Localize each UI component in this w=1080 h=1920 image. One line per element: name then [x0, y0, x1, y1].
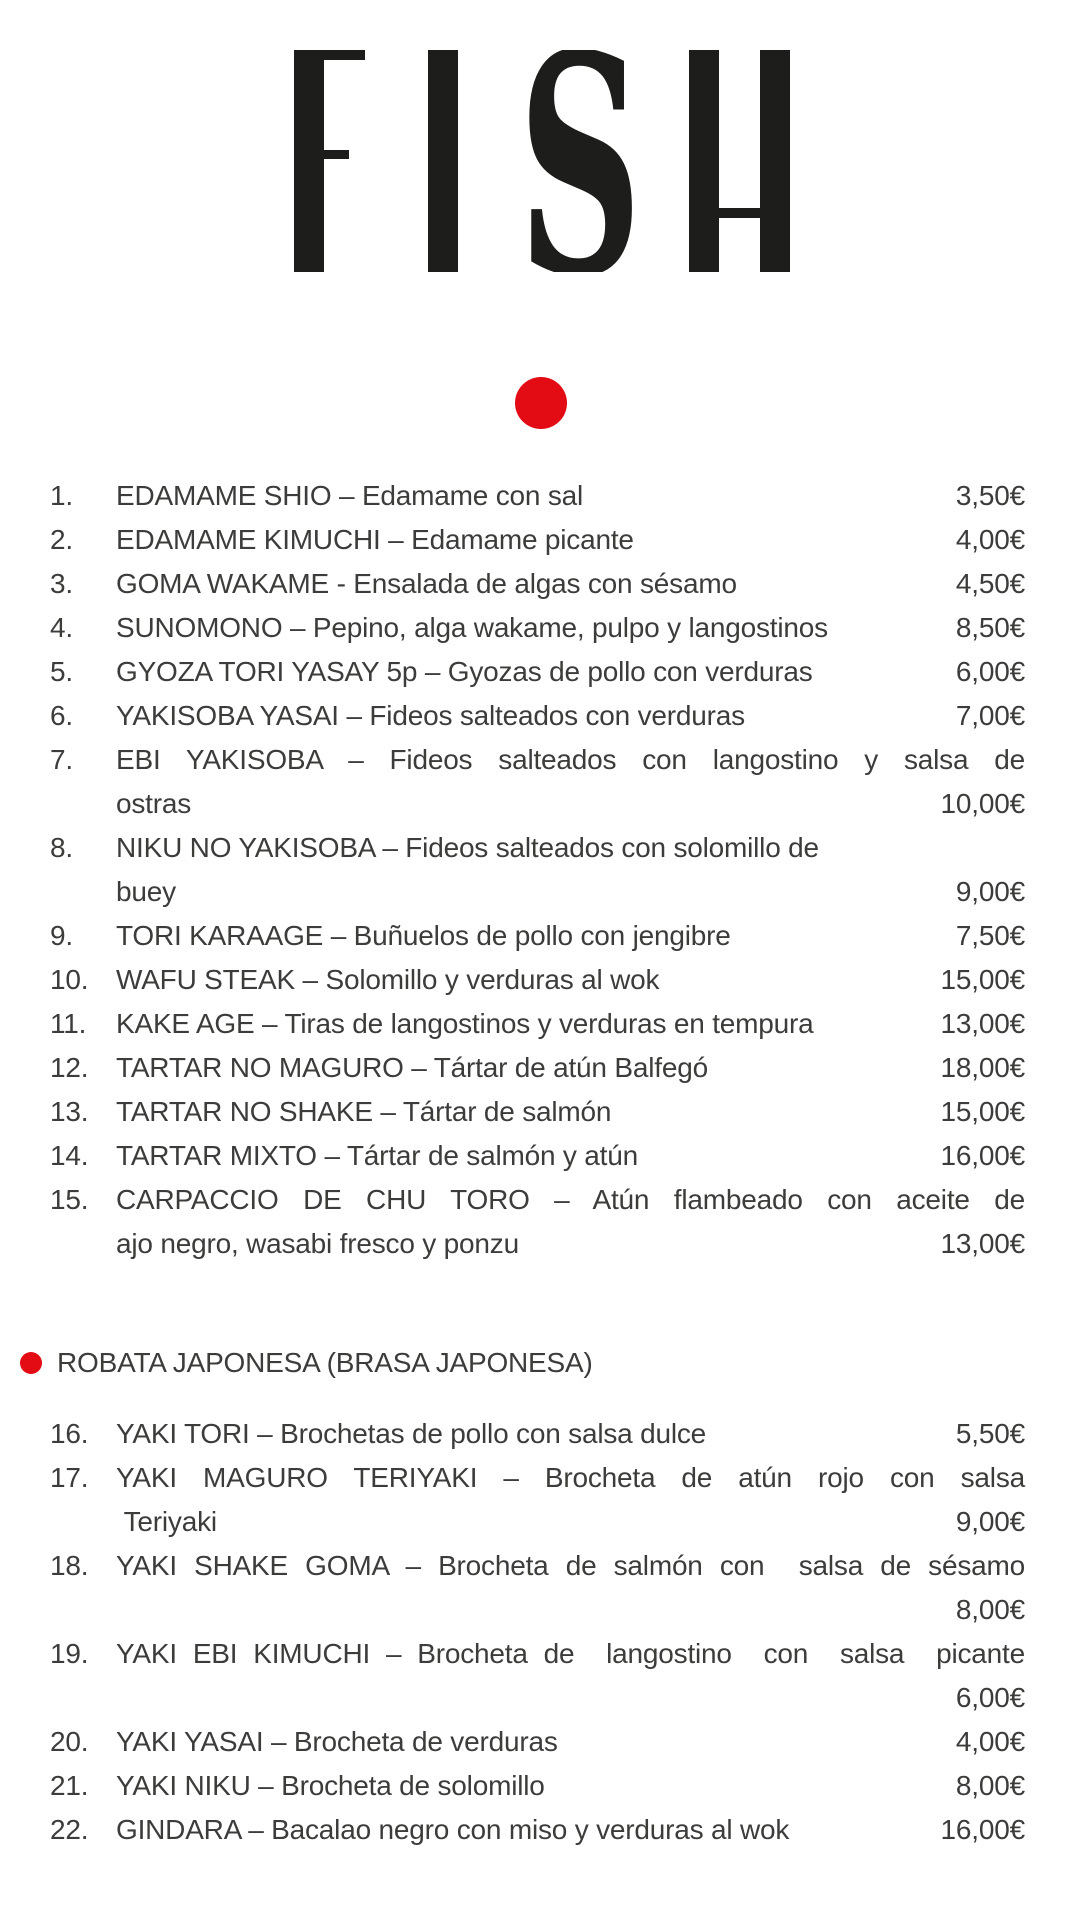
item-content: [116, 1764, 1025, 1808]
item-text-line: EBI YAKISOBA – Fideos salteados con langostino y salsa de: [116, 744, 1025, 775]
menu-item: [50, 650, 1025, 694]
item-number: 7.: [50, 744, 73, 775]
item-content: [116, 694, 1025, 738]
item-number: 11.: [50, 1008, 87, 1039]
item-content: [116, 958, 1025, 1002]
menu-item: [50, 474, 1025, 518]
item-text: YAKI NIKU – Brocheta de solomillo: [116, 1770, 545, 1801]
item-number: 12.: [50, 1052, 89, 1083]
item-text-line: NIKU NO YAKISOBA – Fideos salteados con solomillo de: [116, 832, 819, 863]
item-price: 13,00€: [940, 1008, 1025, 1039]
item-last-line: [116, 1588, 1025, 1632]
item-content: [116, 1544, 1025, 1632]
item-price: 13,00€: [940, 1228, 1025, 1259]
item-price: 16,00€: [940, 1140, 1025, 1171]
item-last-line: [116, 606, 1025, 650]
menu-item: [50, 1178, 1025, 1266]
item-text: SUNOMONO – Pepino, alga wakame, pulpo y langostinos: [116, 612, 828, 643]
item-content: [116, 1002, 1025, 1046]
title-letter-f: [294, 50, 365, 60]
menu-item: [50, 914, 1025, 958]
item-number: 18.: [50, 1550, 89, 1581]
item-price: 15,00€: [940, 1096, 1025, 1127]
item-content: [116, 562, 1025, 606]
menu-item: [50, 1134, 1025, 1178]
menu-item: [50, 1764, 1025, 1808]
item-number: 8.: [50, 832, 73, 863]
item-price: 3,50€: [955, 480, 1025, 511]
page-title-fish: [290, 50, 790, 272]
item-content: [116, 826, 1025, 914]
item-content: [116, 1808, 1025, 1852]
item-price: 18,00€: [940, 1052, 1025, 1083]
menu-item: [50, 606, 1025, 650]
red-bullet-icon: [20, 1352, 42, 1374]
item-text: TARTAR NO SHAKE – Tártar de salmón: [116, 1096, 612, 1127]
item-number: 1.: [50, 480, 73, 511]
menu-item: [50, 738, 1025, 826]
item-text: YAKI TORI – Brochetas de pollo con salsa dulce: [116, 1418, 707, 1449]
title-letter-f: [294, 150, 349, 159]
item-text: GYOZA TORI YASAY 5p – Gyozas de pollo con verduras: [116, 656, 813, 687]
menu-item: [50, 1456, 1025, 1544]
item-last-line: [116, 1764, 1025, 1808]
item-price: 16,00€: [940, 1814, 1025, 1845]
item-last-line: [116, 1002, 1025, 1046]
menu-item: [50, 1090, 1025, 1134]
item-content: [116, 1178, 1025, 1266]
item-number: 15.: [50, 1184, 89, 1215]
item-last-line: [116, 958, 1025, 1002]
item-text: YAKISOBA YASAI – Fideos salteados con verduras: [116, 700, 745, 731]
item-number: 2.: [50, 524, 73, 555]
item-content: [116, 650, 1025, 694]
item-text: YAKI YASAI – Brocheta de verduras: [116, 1726, 558, 1757]
item-content: [116, 914, 1025, 958]
item-text: KAKE AGE – Tiras de langostinos y verduras en tempura: [116, 1008, 814, 1039]
item-number: 20.: [50, 1726, 89, 1757]
menu-item: [50, 1412, 1025, 1456]
item-number: 21.: [50, 1770, 89, 1801]
item-number: 9.: [50, 920, 73, 951]
item-price: 8,50€: [955, 612, 1025, 643]
title-letter-h: [760, 50, 790, 272]
item-content: [116, 1456, 1025, 1544]
menu-item: [50, 1544, 1025, 1632]
item-last-line: [116, 1222, 1025, 1266]
item-number: 14.: [50, 1140, 89, 1171]
item-text-line: YAKI MAGURO TERIYAKI – Brocheta de atún rojo con salsa: [116, 1462, 1025, 1493]
item-content: [116, 1090, 1025, 1134]
item-text: TORI KARAAGE – Buñuelos de pollo con jengibre: [116, 920, 731, 951]
item-text: TARTAR NO MAGURO – Tártar de atún Balfegó: [116, 1052, 708, 1083]
item-last-line: [116, 474, 1025, 518]
item-last-line: [116, 870, 1025, 914]
item-last-line: [116, 1046, 1025, 1090]
item-price: 5,50€: [955, 1418, 1025, 1449]
item-price: 7,50€: [955, 920, 1025, 951]
item-text: Teriyaki: [116, 1506, 217, 1537]
item-text: GINDARA – Bacalao negro con miso y verduras al wok: [116, 1814, 790, 1845]
item-price: 7,00€: [955, 700, 1025, 731]
item-last-line: [116, 782, 1025, 826]
item-last-line: [116, 518, 1025, 562]
item-text: WAFU STEAK – Solomillo y verduras al wok: [116, 964, 660, 995]
item-content: [116, 474, 1025, 518]
item-last-line: [116, 694, 1025, 738]
menu-item: [50, 1046, 1025, 1090]
item-last-line: [116, 1808, 1025, 1852]
item-text: buey: [116, 876, 176, 907]
fish-title-graphic: [290, 50, 790, 272]
item-text-line: CARPACCIO DE CHU TORO – Atún flambeado con aceite de: [116, 1184, 1025, 1215]
item-last-line: [116, 650, 1025, 694]
item-text: EDAMAME KIMUCHI – Edamame picante: [116, 524, 634, 555]
item-content: [116, 1046, 1025, 1090]
item-content: [116, 1720, 1025, 1764]
item-last-line: [116, 562, 1025, 606]
item-text: GOMA WAKAME - Ensalada de algas con sésamo: [116, 568, 737, 599]
title-letter-f: [294, 50, 324, 272]
item-last-line: [116, 914, 1025, 958]
item-price: 10,00€: [940, 788, 1025, 819]
item-price: 6,00€: [955, 1682, 1025, 1713]
item-number: 3.: [50, 568, 73, 599]
title-letter-s: S: [518, 50, 643, 272]
item-number: 17.: [50, 1462, 89, 1493]
menu-item: [50, 1720, 1025, 1764]
item-number: 5.: [50, 656, 73, 687]
item-price: 9,00€: [955, 1506, 1025, 1537]
menu-item: [50, 694, 1025, 738]
item-number: 10.: [50, 964, 89, 995]
menu-item: [50, 1632, 1025, 1720]
item-number: 13.: [50, 1096, 89, 1127]
menu-item: [50, 1002, 1025, 1046]
item-price: 9,00€: [955, 876, 1025, 907]
menu-item: [50, 1808, 1025, 1852]
section-header-label: ROBATA JAPONESA (BRASA JAPONESA): [57, 1347, 593, 1378]
red-dot-divider: [515, 377, 567, 429]
item-content: [116, 518, 1025, 562]
item-number: 19.: [50, 1638, 89, 1669]
item-price: 8,00€: [955, 1594, 1025, 1625]
item-price: 15,00€: [940, 964, 1025, 995]
menu-item: [50, 958, 1025, 1002]
item-number: 6.: [50, 700, 73, 731]
item-last-line: [116, 1090, 1025, 1134]
item-price: 8,00€: [955, 1770, 1025, 1801]
menu-item: [50, 518, 1025, 562]
item-content: [116, 606, 1025, 650]
section-header: [20, 1341, 1025, 1385]
item-price: 6,00€: [955, 656, 1025, 687]
menu-item: [50, 562, 1025, 606]
item-text: ostras: [116, 788, 192, 819]
item-number: 16.: [50, 1418, 89, 1449]
item-last-line: [116, 1500, 1025, 1544]
title-letter-h: [689, 50, 719, 272]
item-text: ajo negro, wasabi fresco y ponzu: [116, 1228, 519, 1259]
item-last-line: [116, 1134, 1025, 1178]
item-content: [116, 1632, 1025, 1720]
menu-list: [50, 474, 1025, 1852]
item-number: 22.: [50, 1814, 89, 1845]
item-price: 4,00€: [955, 1726, 1025, 1757]
item-price: 4,00€: [955, 524, 1025, 555]
item-text-line: YAKI SHAKE GOMA – Brocheta de salmón con salsa de sésamo: [116, 1550, 1025, 1581]
item-number: 4.: [50, 612, 73, 643]
item-text: EDAMAME SHIO – Edamame con sal: [116, 480, 584, 511]
item-content: [116, 1412, 1025, 1456]
item-last-line: [116, 1676, 1025, 1720]
title-letter-i: [428, 50, 458, 272]
item-price: 4,50€: [955, 568, 1025, 599]
item-last-line: [116, 1720, 1025, 1764]
item-content: [116, 1134, 1025, 1178]
title-letter-h: [689, 208, 790, 218]
item-last-line: [116, 1412, 1025, 1456]
menu-item: [50, 826, 1025, 914]
item-text-line: YAKI EBI KIMUCHI – Brocheta de langostino con salsa picante: [116, 1638, 1025, 1669]
item-text: TARTAR MIXTO – Tártar de salmón y atún: [116, 1140, 638, 1171]
item-content: [116, 738, 1025, 826]
